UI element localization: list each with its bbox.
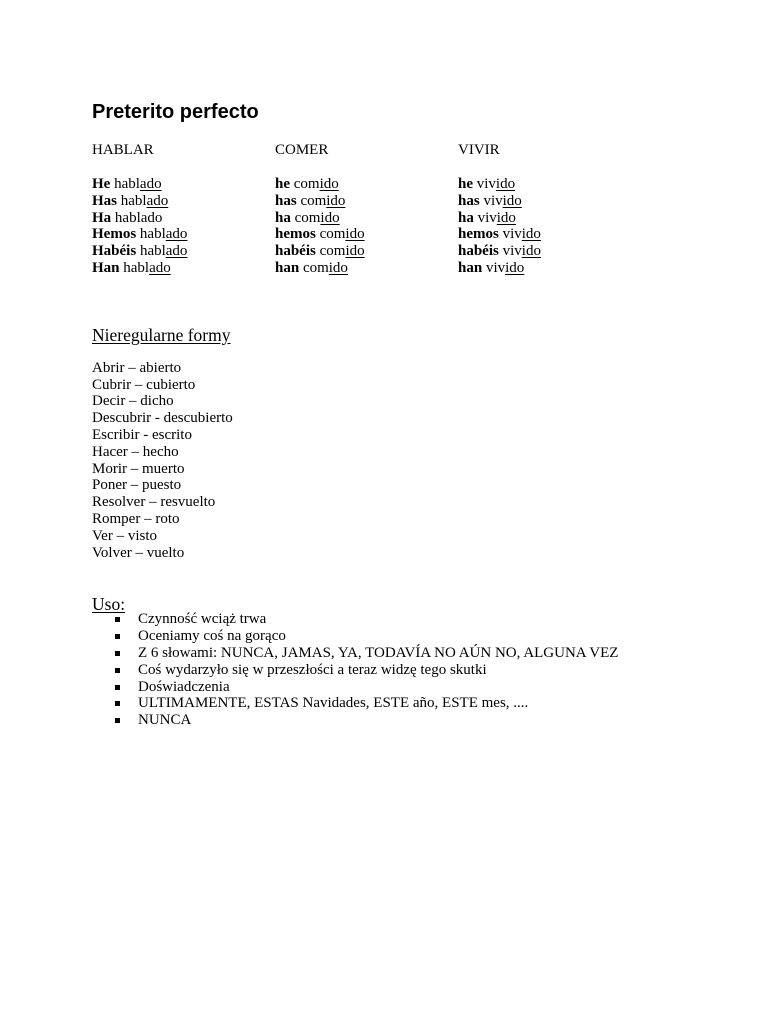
conjugation-row: [275, 210, 458, 227]
verb-header-vivir: VIVIR: [458, 142, 500, 158]
usage-item: [92, 611, 732, 628]
participle-ending: ido: [495, 176, 516, 192]
usage-item-text: ULTIMAMENTE, ESTAS Navidades, ESTE año, ESTE mes, ....: [138, 695, 529, 712]
document-page: [92, 99, 732, 729]
square-bullet-icon: [115, 685, 120, 690]
usage-item: [92, 695, 732, 712]
conjugation-row: [275, 176, 458, 193]
conjugation-row: [92, 193, 275, 210]
participle-stem: habl: [120, 192, 147, 209]
usage-heading: Uso:: [92, 594, 126, 615]
participle-ending: ido: [496, 209, 516, 226]
participle-stem: com: [294, 209, 321, 226]
participle-ending: ido: [505, 259, 525, 276]
usage-item-text: Z 6 słowami: NUNCA, JAMAS, YA, TODAVÍA NO AÚN NO, ALGUNA VEZ: [138, 644, 619, 661]
page-title: Preterito perfecto: [92, 101, 259, 123]
conjugation-row: [275, 243, 458, 260]
conjugation-column-vivir: [458, 176, 641, 277]
square-bullet-icon: [115, 634, 120, 639]
irregular-form-item: Romper – roto: [92, 510, 180, 527]
pronoun-auxiliary: hemos: [275, 226, 316, 243]
square-bullet-icon: [115, 668, 120, 673]
usage-item: [92, 679, 732, 696]
irregular-forms-heading: Nieregularne formy: [92, 324, 231, 345]
pronoun-auxiliary: hemos: [458, 226, 499, 243]
pronoun-auxiliary: Ha: [92, 209, 112, 226]
irregular-form-item: Morir – muerto: [92, 460, 185, 477]
irregular-form-item: Decir – dicho: [92, 393, 174, 410]
square-bullet-icon: [115, 701, 120, 706]
irregular-form-item: Poner – puesto: [92, 477, 182, 494]
conjugation-row: [275, 260, 458, 277]
irregular-form-item: Ver – visto: [92, 527, 157, 544]
verb-header-hablar: HABLAR: [92, 142, 154, 158]
participle-stem: viv: [477, 209, 497, 226]
conjugation-row: [458, 226, 641, 243]
conjugation-row: [275, 226, 458, 243]
usage-item: [92, 628, 732, 645]
conjugation-row: [92, 176, 275, 193]
conjugation-row: [458, 193, 641, 210]
square-bullet-icon: [115, 617, 120, 622]
pronoun-auxiliary: Has: [92, 192, 118, 209]
conjugation-row: [458, 210, 641, 227]
participle-ending: ido: [326, 192, 346, 209]
participle-stem: viv: [485, 259, 506, 276]
conjugation-row: [92, 260, 275, 277]
participle-ending: ido: [521, 243, 541, 260]
participle-ending: ido: [345, 243, 365, 260]
participle-ending: ido: [328, 259, 348, 276]
participle-ending: ido: [345, 226, 365, 243]
usage-item-text: Czynność wciąż trwa: [138, 611, 267, 628]
irregular-form-item: Cubrir – cubierto: [92, 376, 196, 393]
pronoun-auxiliary: habéis: [275, 243, 316, 260]
conjugation-row: [458, 176, 641, 193]
participle-stem: com: [319, 243, 346, 260]
pronoun-auxiliary: He: [92, 176, 111, 192]
conjugation-column-hablar: [92, 176, 275, 277]
usage-item-text: Oceniamy coś na gorąco: [138, 628, 286, 645]
conjugation-row: [92, 226, 275, 243]
irregular-form-item: Escribir - escrito: [92, 426, 192, 443]
usage-item: [92, 662, 732, 679]
irregular-form-item: Volver – vuelto: [92, 544, 185, 561]
participle-stem: viv: [476, 176, 496, 192]
usage-item: [92, 645, 732, 662]
conjugation-row: [458, 260, 641, 277]
conjugation-row: [92, 210, 275, 227]
conjugation-column-comer: [275, 176, 458, 277]
pronoun-auxiliary: han: [458, 259, 483, 276]
pronoun-auxiliary: ha: [275, 209, 291, 226]
verb-headers: [92, 142, 732, 159]
participle-ending: ado: [140, 209, 163, 226]
participle-stem: habl: [123, 259, 150, 276]
square-bullet-icon: [115, 651, 120, 656]
irregular-form-item: Abrir – abierto: [92, 359, 182, 376]
conjugation-row: [92, 243, 275, 260]
pronoun-auxiliary: habéis: [458, 243, 499, 260]
conjugation-table: [92, 176, 732, 277]
participle-ending: ado: [165, 243, 188, 260]
usage-item-text: Doświadczenia: [138, 678, 230, 695]
irregular-form-item: Descubrir - descubierto: [92, 410, 233, 427]
pronoun-auxiliary: has: [458, 192, 480, 209]
participle-stem: com: [302, 259, 329, 276]
pronoun-auxiliary: Habéis: [92, 243, 137, 260]
participle-ending: ado: [139, 176, 162, 192]
pronoun-auxiliary: he: [275, 176, 290, 192]
participle-ending: ado: [165, 226, 188, 243]
usage-list: [92, 611, 732, 729]
participle-stem: habl: [139, 226, 166, 243]
pronoun-auxiliary: Hemos: [92, 226, 137, 243]
usage-item: [92, 712, 732, 729]
participle-stem: viv: [502, 226, 522, 243]
participle-ending: ido: [502, 192, 522, 209]
irregular-form-item: Resolver – resvuelto: [92, 494, 216, 511]
participle-stem: viv: [483, 192, 503, 209]
participle-ending: ado: [146, 192, 169, 209]
verb-header-comer: COMER: [275, 142, 329, 158]
pronoun-auxiliary: he: [458, 176, 473, 192]
participle-stem: viv: [502, 243, 522, 260]
participle-ending: ido: [521, 226, 541, 243]
participle-stem: habl: [114, 176, 140, 192]
pronoun-auxiliary: ha: [458, 209, 474, 226]
usage-item-text: Coś wydarzyło się w przeszłości a teraz widzę tego skutki: [138, 661, 487, 678]
irregular-form-item: Hacer – hecho: [92, 443, 179, 460]
participle-stem: com: [300, 192, 327, 209]
pronoun-auxiliary: Han: [92, 259, 120, 276]
participle-stem: habl: [139, 243, 166, 260]
participle-ending: ido: [319, 176, 339, 192]
conjugation-row: [458, 243, 641, 260]
pronoun-auxiliary: han: [275, 259, 300, 276]
pronoun-auxiliary: has: [275, 192, 297, 209]
participle-ending: ado: [149, 259, 171, 276]
square-bullet-icon: [115, 718, 120, 723]
irregular-forms-list: [92, 360, 732, 562]
conjugation-row: [275, 193, 458, 210]
usage-item-text: NUNCA: [138, 712, 192, 729]
participle-stem: com: [293, 176, 320, 192]
participle-ending: ido: [320, 209, 340, 226]
participle-stem: habl: [114, 209, 141, 226]
participle-stem: com: [319, 226, 346, 243]
